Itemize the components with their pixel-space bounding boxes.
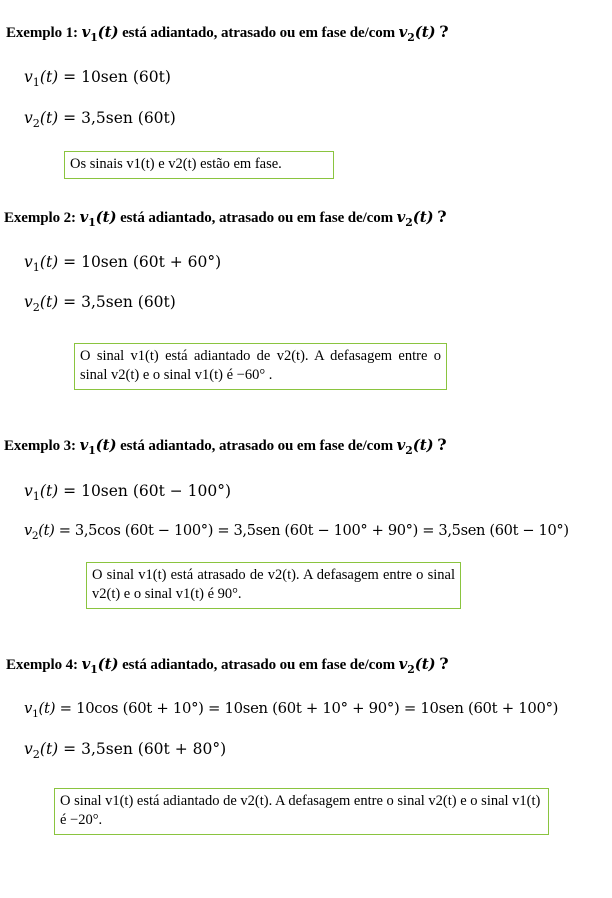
v2-symbol: $v_2(t)$ bbox=[396, 208, 434, 229]
equation-text: = 3,5cos (60t − 100°) = 3,5sen (60t − 100° + 90°) = 3,5sen (60t − 10°) bbox=[58, 522, 569, 539]
v1-symbol: $v_1(t)$ bbox=[24, 482, 59, 504]
example-1-heading bbox=[6, 22, 448, 44]
example-4-v1-equation bbox=[24, 700, 558, 720]
question-mark: ? bbox=[439, 654, 449, 673]
answer-text: O sinal v1(t) está atrasado de v2(t). A defasagem entre o sinal v2(t) e o sinal v1(t) é 90°. bbox=[92, 567, 455, 602]
question-mark: ? bbox=[437, 207, 447, 226]
example-2-v2-equation bbox=[24, 293, 176, 314]
v2-symbol: $v_2(t)$ bbox=[398, 655, 436, 676]
v2-symbol: $v_2(t)$ bbox=[398, 23, 436, 44]
example-4-heading bbox=[6, 654, 448, 676]
question-text: está adiantado, atrasado ou em fase de/com bbox=[122, 657, 395, 673]
question-mark: ? bbox=[439, 22, 449, 41]
v1-symbol: $v_1(t)$ bbox=[79, 436, 117, 457]
equation-text: = 10sen (60t + 60°) bbox=[63, 253, 222, 271]
example-3-v2-equation bbox=[24, 522, 569, 542]
equation-text: = 3,5sen (60t) bbox=[63, 293, 176, 311]
example-prefix: Exemplo 1: bbox=[6, 25, 78, 41]
example-4-v2-equation bbox=[24, 740, 226, 761]
v1-symbol: $v_1(t)$ bbox=[81, 655, 119, 676]
equation-text: = 3,5sen (60t) bbox=[63, 109, 176, 127]
v1-symbol: $v_1(t)$ bbox=[79, 208, 117, 229]
v2-symbol: $v_2(t)$ bbox=[24, 522, 55, 542]
example-4-answer-box bbox=[54, 788, 549, 835]
v2-symbol: $v_2(t)$ bbox=[24, 109, 59, 131]
example-prefix: Exemplo 2: bbox=[4, 210, 76, 226]
v1-symbol: $v_1(t)$ bbox=[24, 68, 59, 90]
equation-text: = 10cos (60t + 10°) = 10sen (60t + 10° + 90°) = 10sen (60t + 100°) bbox=[59, 700, 559, 717]
example-1-v1-equation bbox=[24, 68, 171, 89]
question-text: está adiantado, atrasado ou em fase de/com bbox=[120, 438, 393, 454]
v2-symbol: $v_2(t)$ bbox=[396, 436, 434, 457]
example-3-heading bbox=[4, 435, 446, 457]
v2-symbol: $v_2(t)$ bbox=[24, 293, 59, 315]
v1-symbol: $v_1(t)$ bbox=[81, 23, 119, 44]
example-2-heading bbox=[4, 207, 446, 229]
example-prefix: Exemplo 4: bbox=[6, 657, 78, 673]
v2-symbol: $v_2(t)$ bbox=[24, 740, 59, 762]
example-3-v1-equation bbox=[24, 482, 231, 503]
answer-text: O sinal v1(t) está adiantado de v2(t). A defasagem entre o sinal v2(t) e o sinal v1(t) é −60° . bbox=[80, 348, 441, 383]
v1-symbol: $v_1(t)$ bbox=[24, 253, 59, 275]
example-3-answer-box bbox=[86, 562, 461, 609]
v1-symbol: $v_1(t)$ bbox=[24, 700, 56, 720]
example-1-answer-box bbox=[64, 151, 334, 179]
question-mark: ? bbox=[437, 435, 447, 454]
example-2-v1-equation bbox=[24, 253, 221, 274]
question-text: está adiantado, atrasado ou em fase de/com bbox=[122, 25, 395, 41]
example-1-v2-equation bbox=[24, 109, 176, 130]
answer-text: Os sinais v1(t) e v2(t) estão em fase. bbox=[70, 156, 282, 172]
equation-text: = 3,5sen (60t + 80°) bbox=[63, 740, 227, 758]
question-text: está adiantado, atrasado ou em fase de/com bbox=[120, 210, 393, 226]
answer-text: O sinal v1(t) está adiantado de v2(t). A defasagem entre o sinal v2(t) e o sinal v1(t) é −20°. bbox=[60, 793, 541, 828]
equation-text: = 10sen (60t) bbox=[63, 68, 171, 86]
example-prefix: Exemplo 3: bbox=[4, 438, 76, 454]
example-2-answer-box bbox=[74, 343, 447, 390]
equation-text: = 10sen (60t − 100°) bbox=[63, 482, 232, 500]
